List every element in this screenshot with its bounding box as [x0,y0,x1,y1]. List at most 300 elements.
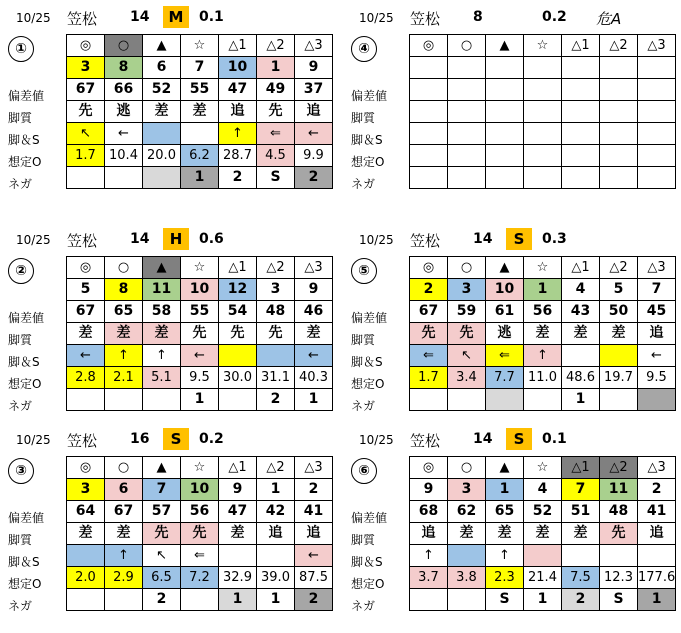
table-row [410,589,676,611]
odds-cell: 11.0 [524,367,562,389]
position-arrow-cell [67,545,105,567]
horse-number-cell: 6 [105,479,143,501]
negative-cell [143,389,181,411]
table-row [67,589,333,611]
running-style-cell [448,101,486,123]
running-style-cell [486,101,524,123]
horse-number-cell: 3 [67,57,105,79]
row-label: 脚＆S [8,355,40,369]
position-arrow-cell [600,345,638,367]
position-arrow-cell: ⇐ [257,123,295,145]
table-row [410,123,676,145]
horse-number-cell: 1 [257,479,295,501]
negative-cell [67,589,105,611]
running-style-cell: 先 [181,323,219,345]
position-arrow-cell: ↑ [105,345,143,367]
table-row [410,523,676,545]
negative-cell: 1 [257,589,295,611]
odds-cell: 12.3 [600,567,638,589]
running-style-cell: 差 [448,523,486,545]
deviation-cell: 52 [143,79,181,101]
odds-cell: 30.0 [219,367,257,389]
position-arrow-cell [143,123,181,145]
odds-cell [448,145,486,167]
position-arrow-cell: ← [181,345,219,367]
running-style-cell: 先 [67,101,105,123]
table-row [410,345,676,367]
row-label: 脚質 [351,333,376,347]
mark-cell: ◎ [410,257,448,279]
mark-cell: △1 [219,35,257,57]
panel-number-badge: ① [8,36,34,62]
negative-cell: 1 [638,589,676,611]
odds-cell [486,145,524,167]
race-number: 14 [130,9,150,25]
running-style-cell: 差 [67,523,105,545]
mark-cell: ◎ [67,257,105,279]
table-row [67,457,333,479]
mark-cell: ▲ [486,457,524,479]
deviation-cell [600,79,638,101]
row-label: 偏差値 [8,511,45,525]
row-label: ネガ [8,599,33,613]
venue-name: 笠松 [67,232,98,250]
horse-number-cell: 3 [448,279,486,301]
horse-number-cell: 7 [562,479,600,501]
running-style-cell: 差 [105,323,143,345]
race-panel [351,6,681,211]
position-arrow-cell [448,545,486,567]
odds-cell: 6.2 [181,145,219,167]
rating-value: 0.6 [199,231,224,247]
race-number: 14 [473,431,493,447]
position-arrow-cell: ↑ [410,545,448,567]
deviation-cell: 47 [219,501,257,523]
negative-cell [181,589,219,611]
venue-name: 笠松 [410,432,441,450]
table-row [410,145,676,167]
odds-cell: 9.5 [181,367,219,389]
mark-cell: ○ [448,457,486,479]
horse-number-cell: 9 [295,279,333,301]
position-arrow-cell [638,123,676,145]
table-row [67,301,333,323]
horse-number-cell: 3 [448,479,486,501]
position-arrow-cell [524,545,562,567]
deviation-cell [448,79,486,101]
position-arrow-cell: ↑ [524,345,562,367]
rating-value: 0.3 [542,231,567,247]
horse-number-cell: 7 [638,279,676,301]
running-style-cell: 先 [143,523,181,545]
deviation-cell: 41 [295,501,333,523]
deviation-cell: 55 [181,79,219,101]
odds-cell: 2.0 [67,567,105,589]
mark-cell: △3 [295,257,333,279]
running-style-cell [524,101,562,123]
odds-cell: 28.7 [219,145,257,167]
position-arrow-cell [486,123,524,145]
grade-badge: S [163,428,189,450]
row-label: 脚＆S [8,555,40,569]
race-number: 8 [473,9,483,25]
position-arrow-cell: ← [105,123,143,145]
row-label: 脚質 [8,111,33,125]
row-label: 想定O [351,577,385,591]
table-row [67,257,333,279]
odds-cell: 6.5 [143,567,181,589]
mark-cell: ○ [105,457,143,479]
row-label: ネガ [351,399,376,413]
table-row [410,457,676,479]
running-style-cell: 差 [562,323,600,345]
mark-cell: ◎ [67,35,105,57]
deviation-cell [410,79,448,101]
running-style-cell: 先 [181,523,219,545]
negative-cell [67,389,105,411]
mark-cell: ○ [105,35,143,57]
position-arrow-cell: ← [295,545,333,567]
race-date: 10/25 [16,11,51,25]
deviation-cell: 68 [410,501,448,523]
odds-cell: 7.2 [181,567,219,589]
odds-cell: 87.5 [295,567,333,589]
mark-cell: △1 [219,257,257,279]
running-style-cell: 先 [600,523,638,545]
panel-header [8,228,328,252]
position-arrow-cell [562,123,600,145]
position-arrow-cell: ← [295,123,333,145]
position-arrow-cell: ↑ [219,123,257,145]
running-style-cell: 先 [448,323,486,345]
row-label: 偏差値 [351,511,388,525]
horse-number-cell: 8 [105,279,143,301]
deviation-cell: 52 [524,501,562,523]
panel-header [8,428,328,452]
running-style-cell: 先 [219,323,257,345]
deviation-cell: 62 [448,501,486,523]
odds-cell: 3.8 [448,567,486,589]
deviation-cell [638,79,676,101]
deviation-cell: 65 [105,301,143,323]
table-row [67,35,333,57]
mark-cell: △2 [257,257,295,279]
table-row [67,101,333,123]
prediction-table [66,34,333,189]
mark-cell: △3 [638,457,676,479]
negative-cell: 2 [143,589,181,611]
horse-number-cell: 2 [295,479,333,501]
position-arrow-cell: ↖ [143,545,181,567]
deviation-cell: 37 [295,79,333,101]
odds-cell: 9.9 [295,145,333,167]
rating-value: 0.2 [542,9,567,25]
running-style-cell: 追 [410,523,448,545]
odds-cell: 7.5 [562,567,600,589]
venue-name: 笠松 [67,10,98,28]
deviation-cell: 48 [600,501,638,523]
negative-cell: 1 [219,589,257,611]
prediction-table [409,34,676,189]
horse-number-cell: 10 [486,279,524,301]
table-row [67,545,333,567]
horse-number-cell [486,57,524,79]
deviation-cell: 64 [67,501,105,523]
table-row [67,367,333,389]
negative-cell: 2 [219,167,257,189]
negative-cell [448,389,486,411]
position-arrow-cell [257,545,295,567]
row-label: 脚質 [351,533,376,547]
deviation-cell [562,79,600,101]
deviation-cell: 58 [143,301,181,323]
mark-cell: △2 [257,457,295,479]
mark-cell: ◎ [67,457,105,479]
negative-cell [524,389,562,411]
race-date: 10/25 [359,433,394,447]
rating-value: 0.1 [199,9,224,25]
odds-cell [600,145,638,167]
negative-cell [410,589,448,611]
running-style-cell [600,101,638,123]
venue-name: 笠松 [67,432,98,450]
running-style-cell: 追 [219,101,257,123]
row-label: 偏差値 [8,311,45,325]
position-arrow-cell [600,123,638,145]
odds-cell: 5.1 [143,367,181,389]
position-arrow-cell: ↖ [448,345,486,367]
grade-badge: S [506,228,532,250]
deviation-cell: 45 [638,301,676,323]
table-row [67,389,333,411]
horse-number-cell: 11 [143,279,181,301]
table-row [410,279,676,301]
running-style-cell: 逃 [105,101,143,123]
deviation-cell: 67 [67,301,105,323]
panel-header [351,428,671,452]
horse-number-cell: 2 [410,279,448,301]
horse-number-cell [448,57,486,79]
negative-cell [600,167,638,189]
venue-name: 笠松 [410,232,441,250]
odds-cell: 19.7 [600,367,638,389]
mark-cell: ☆ [181,257,219,279]
negative-cell [105,589,143,611]
odds-cell: 2.3 [486,567,524,589]
deviation-cell: 49 [257,79,295,101]
table-row [410,101,676,123]
negative-cell: S [257,167,295,189]
row-label: 偏差値 [351,311,388,325]
deviation-cell: 50 [600,301,638,323]
horse-number-cell: 10 [181,479,219,501]
mark-cell: △1 [562,457,600,479]
position-arrow-cell: ↑ [143,345,181,367]
horse-number-cell [562,57,600,79]
odds-cell: 9.5 [638,367,676,389]
horse-number-cell: 3 [257,279,295,301]
running-style-cell: 差 [562,523,600,545]
running-style-cell: 追 [638,523,676,545]
horse-number-cell: 8 [105,57,143,79]
table-row [410,257,676,279]
horse-number-cell [638,57,676,79]
deviation-cell [524,79,562,101]
horse-number-cell: 1 [524,279,562,301]
position-arrow-cell: ⇐ [181,545,219,567]
prediction-table [66,256,333,411]
horse-number-cell: 7 [181,57,219,79]
race-date: 10/25 [359,233,394,247]
panel-header [351,228,671,252]
running-style-cell: 差 [524,523,562,545]
deviation-cell: 41 [638,501,676,523]
odds-cell: 3.4 [448,367,486,389]
negative-cell: 2 [295,167,333,189]
horse-number-cell [410,57,448,79]
table-row [410,35,676,57]
negative-cell [486,167,524,189]
mark-cell: ◎ [410,457,448,479]
horse-number-cell: 3 [67,479,105,501]
table-row [67,345,333,367]
mark-cell: ○ [448,35,486,57]
negative-cell [524,167,562,189]
running-style-cell: 追 [295,523,333,545]
panel-number-badge: ② [8,258,34,284]
table-row [410,479,676,501]
mark-cell: ▲ [143,457,181,479]
odds-cell: 40.3 [295,367,333,389]
row-label: 想定O [8,377,42,391]
running-style-cell: 差 [219,523,257,545]
odds-cell [410,145,448,167]
panel-number-badge: ⑥ [351,458,377,484]
mark-cell: △2 [600,457,638,479]
odds-cell: 20.0 [143,145,181,167]
row-label: 偏差値 [351,89,388,103]
mark-cell: ▲ [486,35,524,57]
table-row [67,167,333,189]
negative-cell [410,389,448,411]
table-row [410,389,676,411]
odds-cell: 32.9 [219,567,257,589]
negative-cell [486,389,524,411]
horse-number-cell [524,57,562,79]
table-row [410,367,676,389]
row-label: 想定O [8,155,42,169]
grade-badge: S [506,428,532,450]
running-style-cell: 逃 [486,323,524,345]
mark-cell: △2 [600,35,638,57]
horse-number-cell: 1 [257,57,295,79]
venue-name: 笠松 [410,10,441,28]
mark-cell: ○ [448,257,486,279]
mark-cell: ▲ [143,35,181,57]
row-label: ネガ [351,599,376,613]
mark-cell: △3 [638,257,676,279]
running-style-cell [562,101,600,123]
position-arrow-cell: ↑ [486,545,524,567]
running-style-cell: 差 [181,101,219,123]
position-arrow-cell: ↖ [67,123,105,145]
horse-number-cell [600,57,638,79]
negative-cell [219,389,257,411]
running-style-cell: 差 [600,323,638,345]
grade-badge: M [163,6,189,28]
odds-cell: 177.6 [638,567,676,589]
mark-cell: ☆ [524,457,562,479]
table-row [410,57,676,79]
deviation-cell: 55 [181,301,219,323]
negative-cell: 2 [257,389,295,411]
deviation-cell: 59 [448,301,486,323]
horse-number-cell: 1 [486,479,524,501]
negative-cell: 1 [524,589,562,611]
row-label: 脚質 [8,333,33,347]
odds-cell: 2.1 [105,367,143,389]
running-style-cell [638,101,676,123]
mark-cell: ☆ [181,457,219,479]
deviation-cell: 54 [219,301,257,323]
running-style-cell: 先 [257,323,295,345]
panel-header [351,6,671,30]
negative-cell [638,389,676,411]
position-arrow-cell [219,545,257,567]
row-label: 偏差値 [8,89,45,103]
race-date: 10/25 [16,433,51,447]
odds-cell [638,145,676,167]
horse-number-cell: 10 [219,57,257,79]
deviation-cell: 56 [181,501,219,523]
negative-cell: 1 [562,389,600,411]
table-row [410,323,676,345]
horse-number-cell: 9 [219,479,257,501]
race-date: 10/25 [16,233,51,247]
position-arrow-cell: ⇐ [410,345,448,367]
horse-number-cell: 2 [638,479,676,501]
row-label: ネガ [351,177,376,191]
negative-cell: S [486,589,524,611]
race-number: 14 [473,231,493,247]
row-label: 想定O [351,155,385,169]
negative-cell: S [600,589,638,611]
running-style-cell: 差 [486,523,524,545]
position-arrow-cell: ↑ [105,545,143,567]
prediction-table [409,456,676,611]
odds-cell: 7.7 [486,367,524,389]
deviation-cell: 42 [257,501,295,523]
odds-cell: 1.7 [67,145,105,167]
rating-value: 0.1 [542,431,567,447]
position-arrow-cell [448,123,486,145]
negative-cell [105,389,143,411]
prediction-table [409,256,676,411]
running-style-cell: 先 [257,101,295,123]
negative-cell: 1 [181,389,219,411]
mark-cell: △3 [295,457,333,479]
rating-value: 0.2 [199,431,224,447]
deviation-cell: 57 [143,501,181,523]
table-row [410,545,676,567]
negative-cell [600,389,638,411]
grade-badge: H [163,228,189,250]
table-row [67,279,333,301]
row-label: ネガ [8,399,33,413]
row-label: ネガ [8,177,33,191]
mark-cell: ☆ [181,35,219,57]
horse-number-cell: 5 [67,279,105,301]
